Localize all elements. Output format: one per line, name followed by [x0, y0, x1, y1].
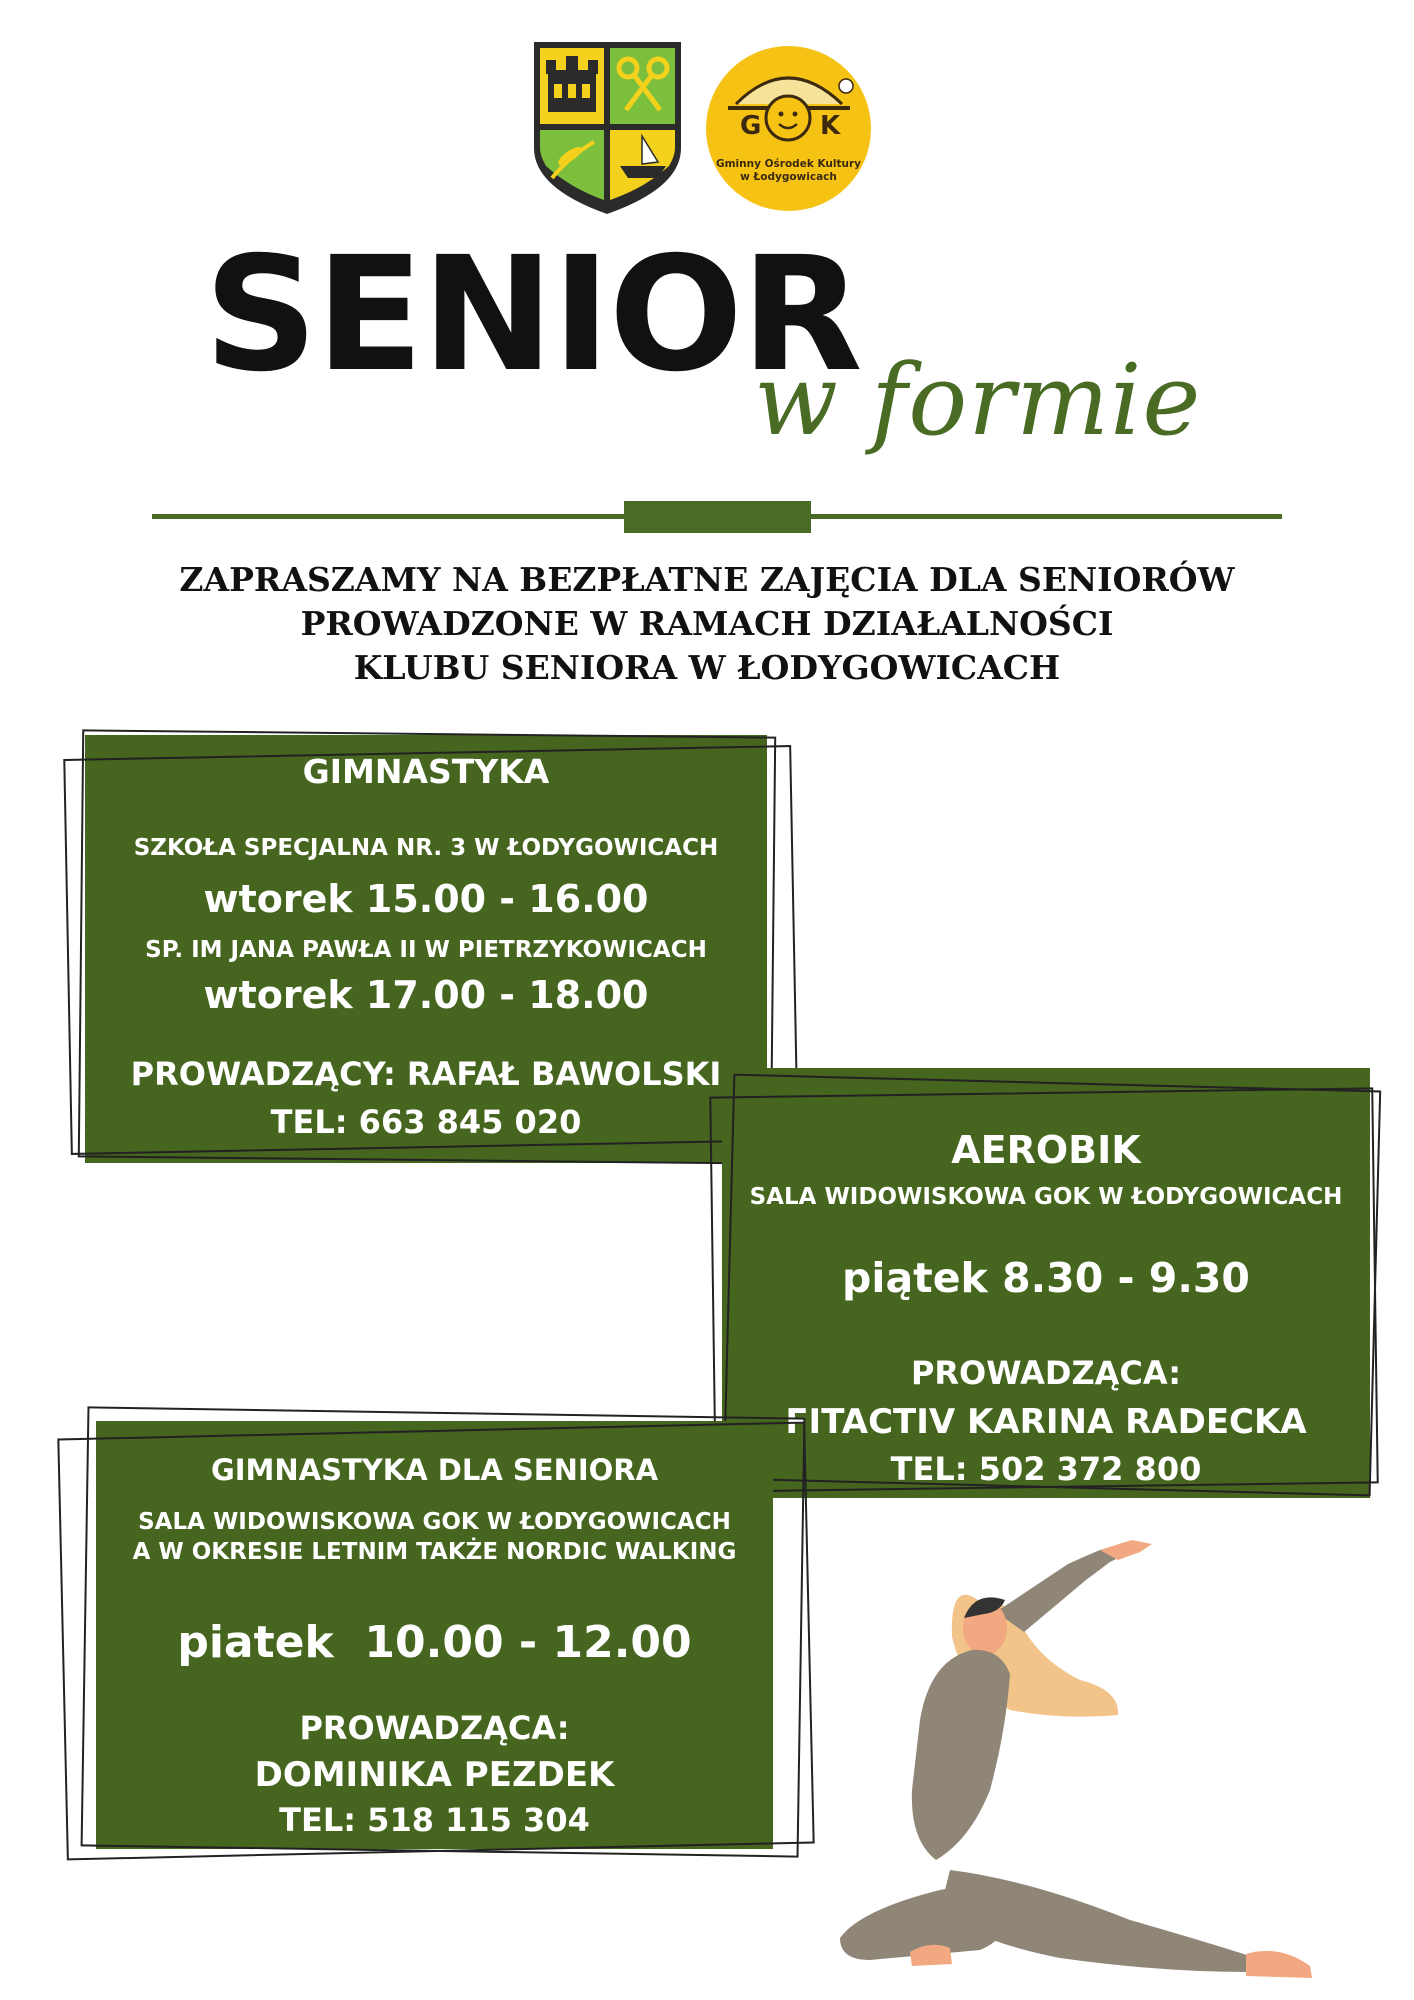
- svg-text:K: K: [820, 111, 841, 141]
- title-divider-block: [624, 501, 811, 533]
- gimnastyka-time-1: wtorek 15.00 - 16.00: [203, 877, 649, 921]
- gimnastyka-frame-2: [63, 745, 798, 1155]
- gok-caption-line1: Gminny Ośrodek Kultury: [716, 158, 861, 170]
- aerobik-frame-2: [709, 1087, 1378, 1492]
- senior-gym-place-1: SALA WIDOWISKOWA GOK W ŁODYGOWICACH: [138, 1509, 731, 1535]
- aerobik-place: SALA WIDOWISKOWA GOK W ŁODYGOWICACH: [749, 1184, 1343, 1210]
- senior-gym-title: GIMNASTYKA DLA SENIORA: [210, 1453, 659, 1487]
- gimnastyka-place-1: SZKOŁA SPECJALNA NR. 3 W ŁODYGOWICACH: [133, 835, 719, 861]
- senior-gym-place-2: A W OKRESIE LETNIM TAKŻE NORDIC WALKING: [132, 1539, 737, 1565]
- yoga-woman-illustration: [800, 1540, 1380, 1995]
- invitation-text: [120, 558, 1294, 690]
- aerobik-time: piątek 8.30 - 9.30: [842, 1254, 1250, 1302]
- senior-gym-phone: TEL: 518 115 304: [279, 1801, 590, 1839]
- aerobik-title: AEROBIK: [951, 1128, 1141, 1172]
- gok-caption: [706, 158, 871, 184]
- aerobik-phone: TEL: 502 372 800: [890, 1450, 1202, 1488]
- svg-text:G: G: [740, 111, 762, 141]
- invitation-line-2: PROWADZONE W RAMACH DZIAŁALNOŚCI: [300, 604, 1114, 643]
- gimnastyka-leader: PROWADZĄCY: RAFAŁ BAWOLSKI: [130, 1055, 722, 1093]
- invitation-line-1: ZAPRASZAMY NA BEZPŁATNE ZAJĘCIA DLA SENIORÓW: [179, 560, 1235, 599]
- aerobik-leader-label: PROWADZĄCA:: [910, 1354, 1182, 1392]
- senior-gym-leader: DOMINIKA PEZDEK: [254, 1755, 615, 1795]
- gimnastyka-title: GIMNASTYKA: [302, 752, 550, 791]
- invitation-line-3: KLUBU SENIORA W ŁODYGOWICACH: [353, 648, 1061, 687]
- gimnastyka-time-2: wtorek 17.00 - 18.00: [203, 973, 649, 1017]
- poster-title: SENIOR: [204, 223, 861, 407]
- gimnastyka-place-2: SP. IM JANA PAWŁA II W PIETRZYKOWICACH: [145, 937, 707, 963]
- gok-logo: [706, 46, 871, 211]
- poster-subtitle: w formie: [754, 344, 1202, 458]
- aerobik-leader: FITACTIV KARINA RADECKA: [785, 1402, 1307, 1442]
- municipal-coat-of-arms: [530, 38, 685, 218]
- gimnastyka-phone: TEL: 663 845 020: [270, 1103, 582, 1141]
- senior-gym-leader-label: PROWADZĄCA:: [299, 1709, 570, 1747]
- senior-gym-frame-2: [81, 1406, 806, 1857]
- gok-caption-line2: w Łodygowicach: [740, 171, 837, 183]
- senior-gym-time: piatek 10.00 - 12.00: [177, 1617, 692, 1668]
